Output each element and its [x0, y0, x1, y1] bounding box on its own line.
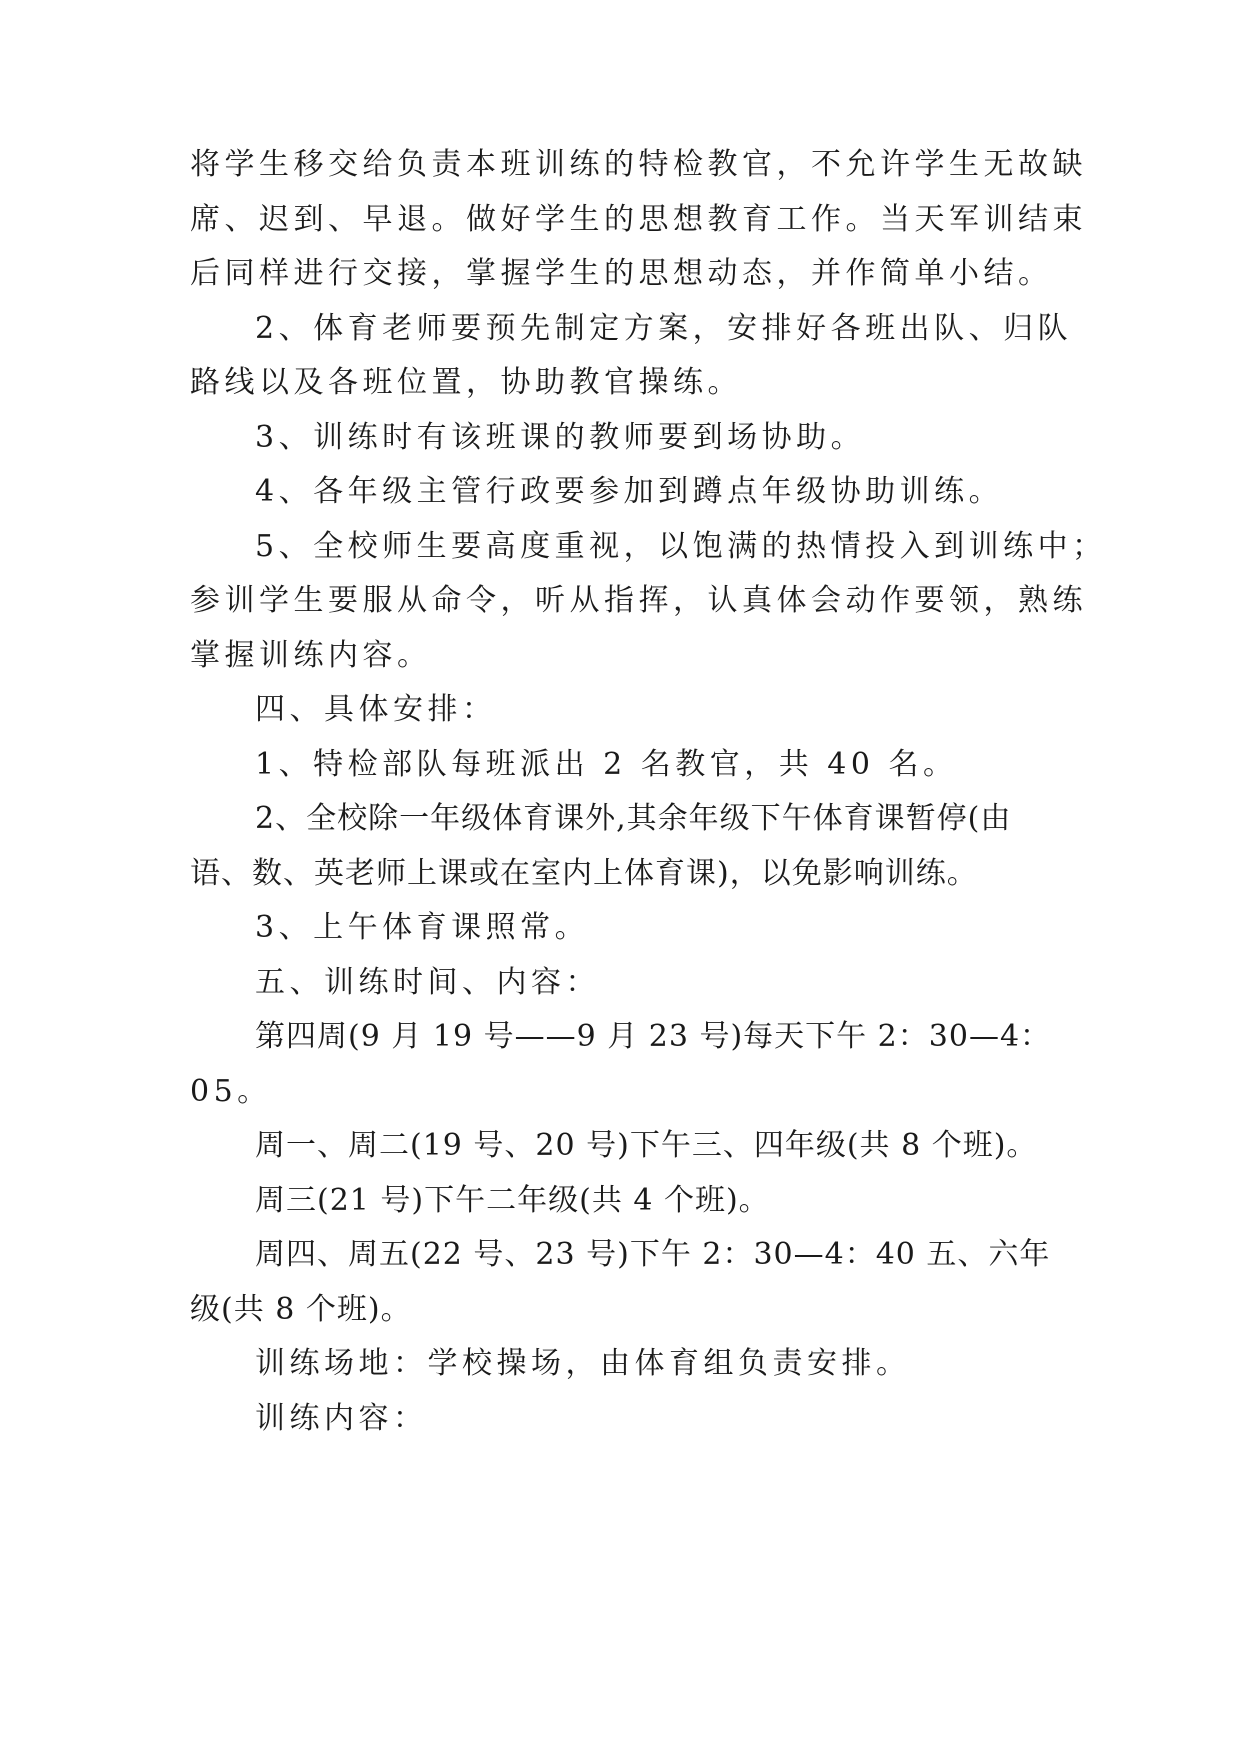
paragraph-line: 将学生移交给负责本班训练的特检教官，不允许学生无故缺: [190, 147, 1087, 182]
paragraph-line: 3、训练时有该班课的教师要到场协助。: [255, 420, 866, 455]
paragraph-line: 语、数、英老师上课或在室内上体育课)，以免影响训练。: [190, 856, 978, 891]
paragraph-line: 周三(21 号)下午二年级(共 4 个班)。: [255, 1183, 770, 1218]
paragraph-line: 第四周(9 月 19 号——9 月 23 号)每天下午 2：30—4：: [255, 1019, 1052, 1054]
paragraph-line: 05。: [190, 1074, 272, 1109]
paragraph-line: 训练场地：学校操场，由体育组负责安排。: [255, 1346, 911, 1381]
paragraph-line: 后同样进行交接，掌握学生的思想动态，并作简单小结。: [190, 256, 1053, 291]
paragraph-line: 路线以及各班位置，协助教官操练。: [190, 365, 742, 400]
section-heading: 四、具体安排：: [255, 692, 497, 727]
paragraph-line: 2、体育老师要预先制定方案，安排好各班出队、归队: [255, 311, 1073, 346]
paragraph-line: 掌握训练内容。: [190, 638, 432, 673]
paragraph-line: 2、全校除一年级体育课外,其余年级下午体育课暂停(由: [255, 801, 1012, 836]
paragraph-line: 5、全校师生要高度重视，以饱满的热情投入到训练中；: [255, 529, 1107, 564]
paragraph-line: 级(共 8 个班)。: [190, 1292, 412, 1327]
paragraph-line: 参训学生要服从命令，听从指挥，认真体会动作要领，熟练: [190, 583, 1087, 618]
paragraph-line: 席、迟到、早退。做好学生的思想教育工作。当天军训结束: [190, 202, 1087, 237]
paragraph-line: 周四、周五(22 号、23 号)下午 2：30—4：40 五、六年: [255, 1237, 1051, 1272]
paragraph-line: 训练内容：: [255, 1401, 428, 1436]
section-heading: 五、训练时间、内容：: [255, 965, 600, 1000]
paragraph-line: 1、特检部队每班派出 2 名教官，共 40 名。: [255, 747, 958, 782]
paragraph-line: 3、上午体育课照常。: [255, 910, 590, 945]
paragraph-line: 周一、周二(19 号、20 号)下午三、四年级(共 8 个班)。: [255, 1128, 1038, 1163]
paragraph-line: 4、各年级主管行政要参加到蹲点年级协助训练。: [255, 474, 1004, 509]
